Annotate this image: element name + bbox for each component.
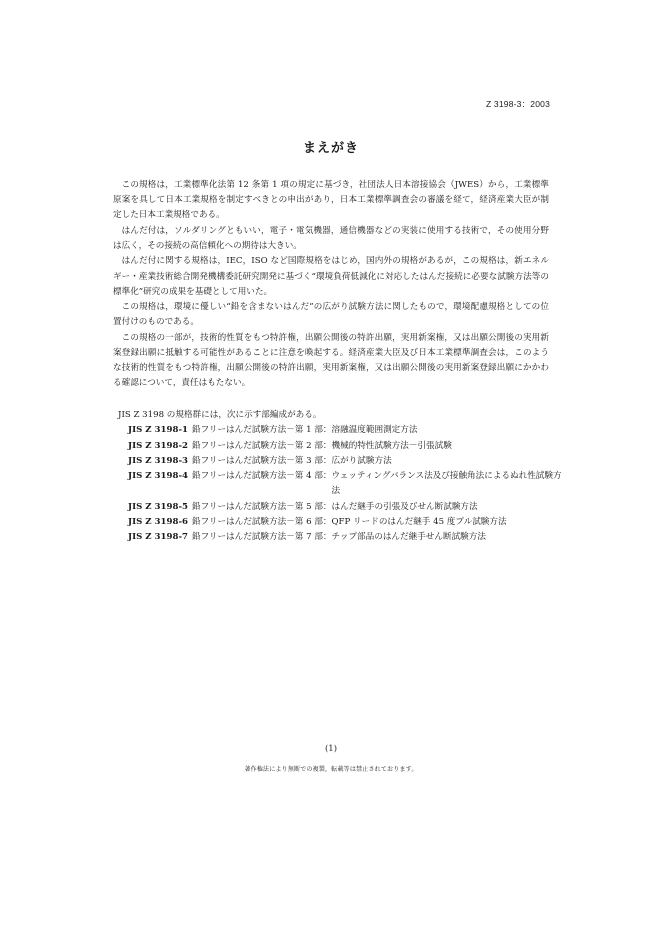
paragraph: この規格は，工業標準化法第 12 条第 1 項の規定に基づき，社団法人日本溶接協会（JWES）から，工業標準原案を具して日本工業規格を制定すべきとの申出があり，日本工業標準調査会の審議を経て，経済産業大臣が制定した日本工業規格である。 — [113, 180, 549, 221]
foreword-body — [113, 178, 549, 392]
series-prefix: 鉛フリーはんだ試験方法－第 1 部： — [192, 425, 332, 436]
series-code: JIS Z 3198-7 — [128, 532, 189, 543]
page-number: (1) — [324, 744, 338, 754]
series-name: QFP リードのはんだ継手 45 度プル試験方法 — [331, 517, 507, 528]
series-name: チップ部品のはんだ継手せん断試験方法 — [331, 532, 486, 543]
list-item — [113, 454, 563, 469]
list-item — [113, 515, 563, 530]
series-prefix: 鉛フリーはんだ試験方法－第 3 部： — [192, 455, 332, 466]
paragraph: この規格は，環境に優しい“鉛を含まないはんだ”の広がり試験方法に関したもので，環境配慮規格としての位置付けのものである。 — [113, 302, 549, 328]
paragraph: はんだ付に関する規格は，IEC，ISO など国際規格をはじめ，国内外の規格があるが，この規格は，新エネルギー・産業技術総合開発機構委託研究開発に基づく“環境負荷低減化に対応したはんだ接続に必要な試験方法等の標準化”研究の成果を基礎として用いた。 — [113, 256, 549, 297]
paragraph: はんだ付は，ソルダリングともいい，電子・電気機器，通信機器などの実装に使用する技術で，その使用分野は広く，その接続の高信頼化への期待は大きい。 — [113, 225, 549, 251]
copyright-notice: 著作権法により無断での複製，転載等は禁止されております。 — [244, 766, 418, 773]
series-code: JIS Z 3198-4 — [128, 471, 189, 482]
series-prefix: 鉛フリーはんだ試験方法－第 6 部： — [192, 517, 332, 528]
paragraph: この規格の一部が，技術的性質をもつ特許権，出願公開後の特許出願，実用新案権，又は出願公開後の実用新案登録出願に抵触する可能性があることに注意を喚起する。経済産業大臣及び日本工業標準調査会は，このような技術的性質をもつ特許権，出願公開後の特許出願，実用新案権，又は出願公開後の実用新案登録出願にかかわる確認について，責任はもたない。 — [113, 332, 549, 389]
list-item — [113, 423, 563, 438]
page-title: まえがき — [302, 141, 359, 156]
list-item — [113, 439, 563, 454]
series-intro: JIS Z 3198 の規格群には，次に示す部編成がある。 — [118, 410, 322, 420]
series-name: はんだ継手の引張及びせん断試験方法 — [331, 501, 478, 512]
series-prefix: 鉛フリーはんだ試験方法－第 5 部： — [192, 501, 332, 512]
series-prefix: 鉛フリーはんだ試験方法－第 7 部： — [192, 532, 332, 543]
series-code: JIS Z 3198-5 — [128, 501, 189, 512]
list-item — [113, 530, 563, 545]
series-name: 溶融温度範囲測定方法 — [331, 425, 418, 436]
series-prefix: 鉛フリーはんだ試験方法－第 2 部： — [192, 440, 332, 451]
series-list — [113, 423, 563, 545]
series-prefix: 鉛フリーはんだ試験方法－第 4 部： — [192, 471, 332, 482]
series-code: JIS Z 3198-2 — [128, 440, 189, 451]
series-section — [113, 408, 563, 546]
series-name: 機械的特性試験方法－引張試験 — [331, 440, 452, 451]
list-item — [113, 469, 563, 500]
series-code: JIS Z 3198-6 — [128, 517, 189, 528]
series-name: 広がり試験方法 — [331, 455, 392, 466]
list-item — [113, 500, 563, 515]
series-code: JIS Z 3198-3 — [128, 455, 189, 466]
standard-number: Z 3198-3：2003 — [485, 99, 550, 109]
series-code: JIS Z 3198-1 — [128, 425, 189, 436]
series-name: ウェッティングバランス法及び接触角法によるぬれ性試験方法 — [331, 471, 562, 497]
